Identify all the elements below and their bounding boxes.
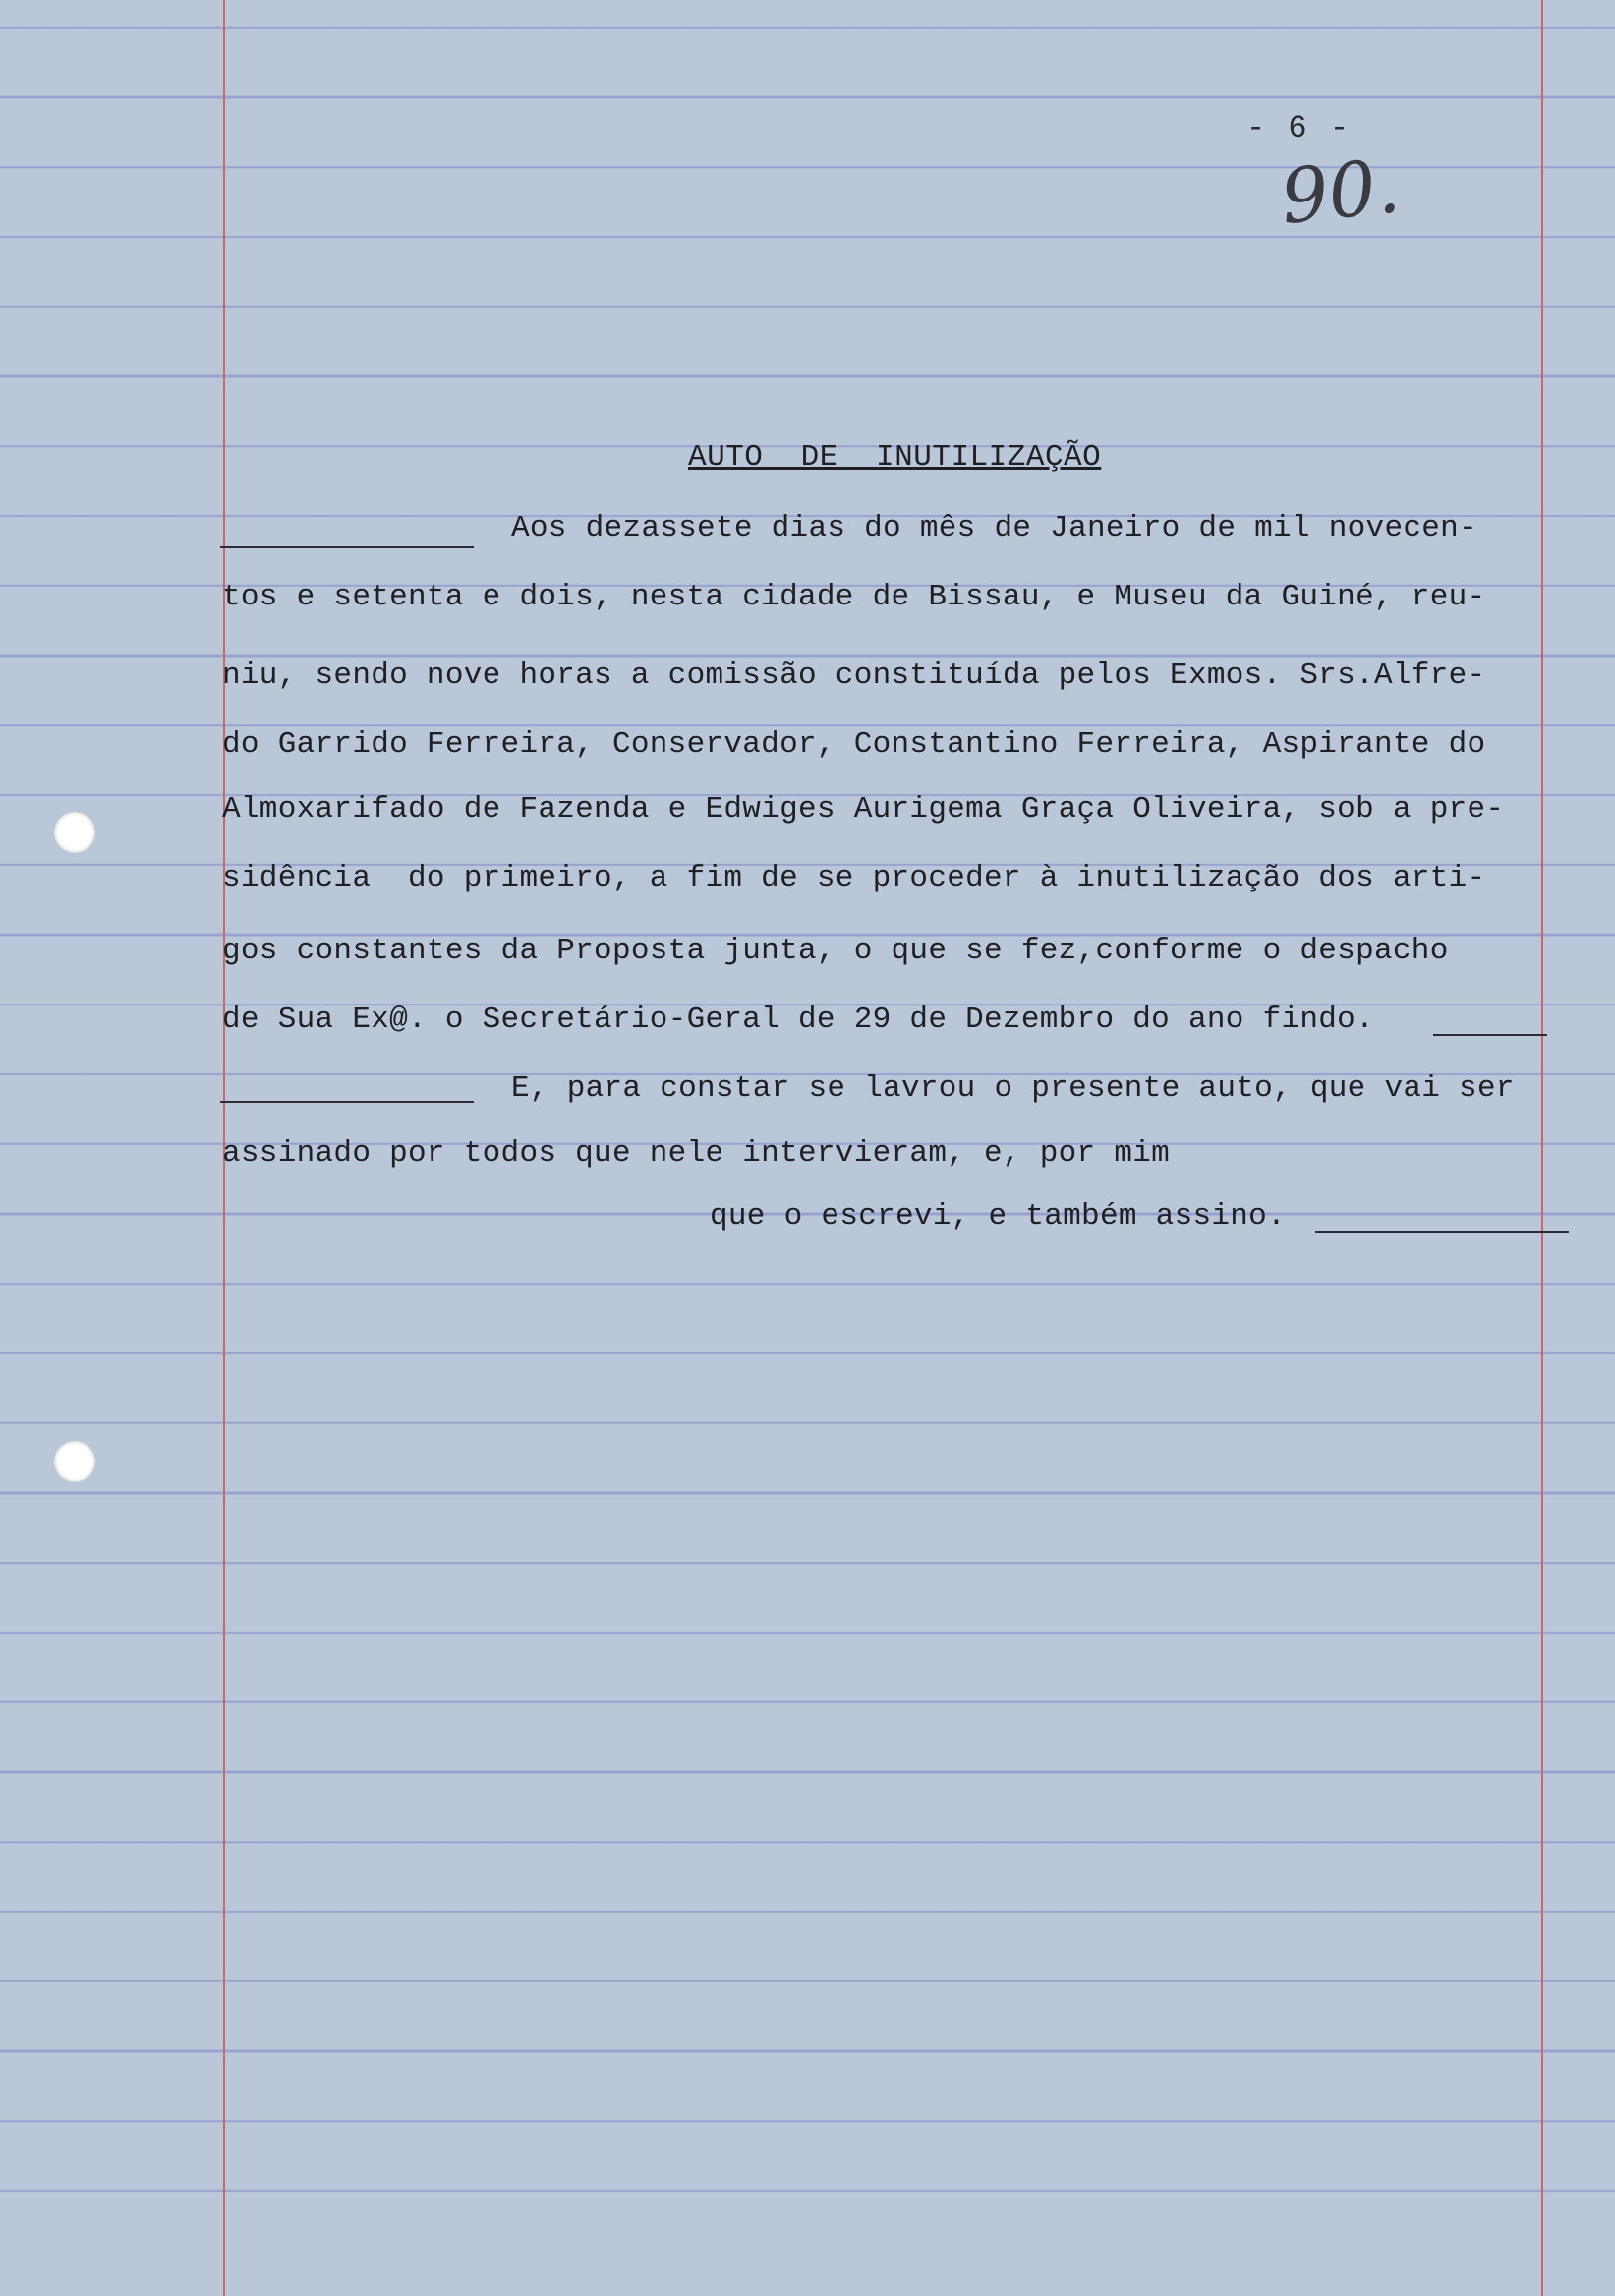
- text-line-8: de Sua Ex@. o Secretário-Geral de 29 de Dezembro do ano findo.: [222, 1003, 1374, 1037]
- text-line-11: que o escrevi, e também assino.: [710, 1199, 1286, 1234]
- punch-hole-bottom: [54, 1441, 95, 1482]
- text-line-1: Aos dezassete dias do mês de Janeiro de mil novecen-: [511, 511, 1477, 545]
- fill-rule: [220, 1101, 474, 1103]
- text-line-5: Almoxarifado de Fazenda e Edwiges Aurigema Graça Oliveira, sob a pre-: [222, 792, 1505, 827]
- text-line-2: tos e setenta e dois, nesta cidade de Bissau, e Museu da Guiné, reu-: [222, 580, 1486, 614]
- handwritten-folio-number: 90.: [1276, 141, 1405, 242]
- text-line-10: assinado por todos que nele intervieram, e, por mim: [222, 1136, 1171, 1171]
- text-line-6: sidência do primeiro, a fim de se proceder à inutilização dos arti-: [222, 861, 1486, 895]
- text-line-4: do Garrido Ferreira, Conservador, Constantino Ferreira, Aspirante do: [222, 727, 1486, 762]
- text-line-9: E, para constar se lavrou o presente auto, que vai ser: [511, 1071, 1515, 1106]
- fill-rule: [1433, 1034, 1547, 1036]
- page-number: - 6 -: [1246, 110, 1352, 146]
- fill-rule: [220, 546, 474, 548]
- right-margin-line: [1541, 0, 1543, 2296]
- text-line-7: gos constantes da Proposta junta, o que se fez,conforme o despacho: [222, 934, 1449, 968]
- punch-hole-top: [54, 812, 95, 853]
- document-title: AUTO DE INUTILIZAÇÃO: [688, 440, 1102, 475]
- fill-rule: [1315, 1231, 1569, 1233]
- text-line-3: niu, sendo nove horas a comissão constituída pelos Exmos. Srs.Alfre-: [222, 659, 1486, 693]
